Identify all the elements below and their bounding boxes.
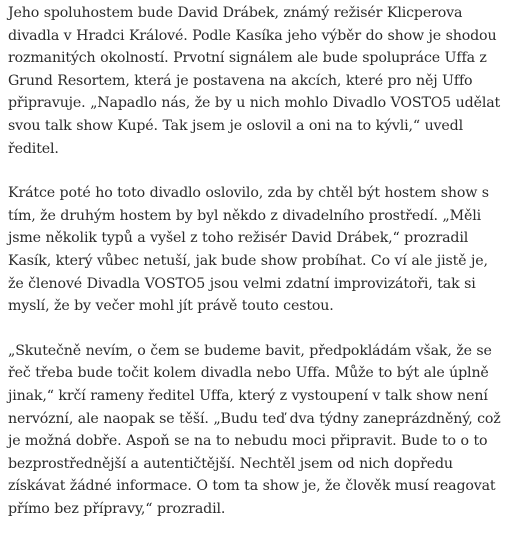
article-paragraph-2: Krátce poté ho toto divadlo oslovilo, zda by chtěl být hostem show s tím, že druhým hostem by byl někdo z divadelního prostředí. „Měli jsme několik typů a vyšel z toho režisér David Drábek,“ prozradil Kasík, který vůbec netuší, jak bude show probíhat. Co ví ale jistě je, že členové Divadla VOSTO5 jsou velmi zdatní improvizátoři, tak si myslí, že by večer mohl jít právě touto cestou. — [8, 185, 489, 315]
article-paragraph-3: „Skutečně nevím, o čem se budeme bavit, předpokládám však, že se řeč třeba bude točit kolem divadla nebo Uffa. Může to být ale úplně jinak,“ krčí rameny ředitel Uffa, který z vystoupení v talk show není nervózní, ale naopak se těší. „Budu teď dva týdny zaneprázdněný, což je možná dobře. Aspoň se na to nebudu moci připravit. Bude to o to bezprostřednější a autentičtější. Nechtěl jsem od nich dopředu získávat žádné informace. O tom ta show je, že člověk musí reagovat přímo bez přípravy,“ prozradil. — [8, 342, 501, 517]
article-paragraph-1: Jeho spoluhostem bude David Drábek, známý režisér Klicperova divadla v Hradci Králové. Podle Kasíka jeho výběr do show je shodou rozmanitých okolností. Prvotní signálem ale bude spolupráce Uffa z Grund Resortem, která je postavena na akcích, které pro něj Uffo připravuje. „Napadlo nás, že by u nich mohlo Divadlo VOSTO5 udělat svou talk show Kupé. Tak jsem je oslovil a oni na to kývli,“ uvedl ředitel. — [8, 5, 501, 157]
